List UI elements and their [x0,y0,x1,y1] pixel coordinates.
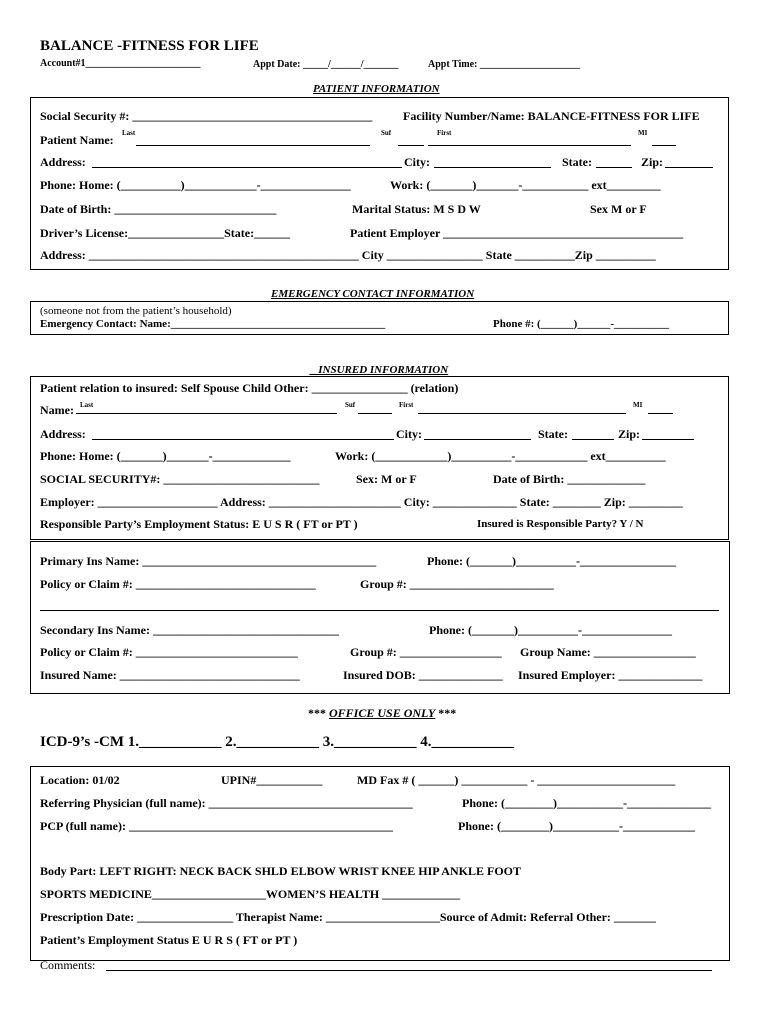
insured-home-phone-field[interactable]: Phone: Home: (_______)_______-_____________ [40,449,291,463]
insured-ssn-field[interactable]: SOCIAL SECURITY#: __________________________ [40,472,320,486]
employment-status-field[interactable]: Patient’s Employment Status E U R S ( FT or PT ) [40,933,298,947]
insured-zip-line[interactable] [642,439,694,440]
secondary-ins-name-field[interactable]: Secondary Ins Name: _______________________________ [40,623,339,637]
emergency-contact-name-field[interactable]: Emergency Contact: Name:_______________________________________ [40,318,386,330]
patient-work-phone-field[interactable]: Work: (_______)_______-___________ ext_________ [390,178,661,192]
insured-suf-caption: Suf [345,401,356,409]
insured-city-line[interactable] [424,439,531,440]
sports-womens-health-field[interactable]: SPORTS MEDICINE___________________WOMEN’S HEALTH _____________ [40,887,461,901]
insured-responsible-party[interactable]: Insured is Responsible Party? Y / N [477,518,644,530]
drivers-license-field[interactable]: Driver’s License:________________State:______ [40,226,291,240]
appt-date-field[interactable]: Appt Date: _____/______/_______ [253,59,399,70]
comments-label: Comments: [40,958,96,972]
insured-info-heading: _ INSURED INFORMATION [310,364,449,376]
pcp-field[interactable]: PCP (full name): ____________________________________________ [40,819,393,833]
primary-ins-phone-field[interactable]: Phone: (_______)__________-________________ [427,554,676,568]
icd-codes-field[interactable]: ICD-9’s -CM 1.___________ 2.___________ 3.___________ 4.___________ [40,734,515,750]
insured-address-line[interactable] [92,439,394,440]
insured-state-line[interactable] [572,439,614,440]
prescription-row[interactable]: Prescription Date: ________________ Therapist Name: ___________________Source of Admit: Referral Other: _______ [40,910,656,924]
md-fax-field[interactable]: MD Fax # ( ______) ___________ - _______________________ [357,773,676,787]
insured-employer-field[interactable]: Insured Employer: ______________ [518,668,703,682]
patient-info-heading: PATIENT INFORMATION [313,83,440,95]
patient-suffix-line[interactable] [398,145,424,146]
primary-ins-name-field[interactable]: Primary Ins Name: _______________________________________ [40,554,377,568]
insured-state-label: State: [538,427,568,441]
emergency-contact-heading: EMERGENCY CONTACT INFORMATION [271,288,475,300]
upin-field[interactable]: UPIN#___________ [221,773,323,787]
secondary-group-field[interactable]: Group #: _________________ [350,645,502,659]
patient-zip-line[interactable] [665,167,713,168]
insured-sex-field[interactable]: Sex: M or F [356,472,417,486]
marital-status-field[interactable]: Marital Status: M S D W [352,202,481,216]
facility-field: Facility Number/Name: BALANCE-FITNESS FOR LIFE [403,109,700,123]
referring-physician-field[interactable]: Referring Physician (full name): __________________________________ [40,796,413,810]
patient-city-label: City: [404,155,430,169]
insured-work-phone-field[interactable]: Work: (____________)__________-____________ ext__________ [335,449,666,463]
insured-first-name-line[interactable] [418,413,626,414]
secondary-ins-phone-field[interactable]: Phone: (_______)__________-_______________ [429,623,672,637]
first-caption: First [437,129,452,137]
patient-mi-line[interactable] [652,145,676,146]
referring-phone-field[interactable]: Phone: (________)___________-______________ [462,796,711,810]
pcp-phone-field[interactable]: Phone: (________)___________-____________ [458,819,695,833]
insured-address-label: Address: [40,427,86,441]
suf-caption: Suf [381,129,392,137]
body-part-field[interactable]: Body Part: LEFT RIGHT: NECK BACK SHLD ELBOW WRIST KNEE HIP ANKLE FOOT [40,864,521,878]
patient-state-label: State: [562,155,592,169]
responsible-party-status[interactable]: Responsible Party’s Employment Status: E U S R ( FT or PT ) [40,517,358,531]
mi-caption: MI [638,129,648,137]
insured-mi-line[interactable] [648,413,673,414]
group-name-field[interactable]: Group Name: _________________ [520,645,696,659]
insured-last-caption: Last [80,401,94,409]
patient-dob-field[interactable]: Date of Birth: ___________________________ [40,202,277,216]
emergency-note: (someone not from the patient’s household) [40,305,232,317]
secondary-policy-field[interactable]: Policy or Claim #: ___________________________ [40,645,298,659]
account-field[interactable]: Account#1_______________________ [40,58,201,69]
insured-suffix-line[interactable] [358,413,392,414]
insured-city-label: City: [396,427,422,441]
insured-mi-caption: MI [633,401,643,409]
patient-last-name-line[interactable] [136,145,370,146]
insured-first-caption: First [399,401,414,409]
location-field: Location: 01/02 [40,773,120,787]
patient-sex-field[interactable]: Sex M or F [590,202,647,216]
insured-name-field[interactable]: Insured Name: ______________________________ [40,668,300,682]
insured-zip-label: Zip: [618,427,641,441]
insured-employer-row[interactable]: Employer: ____________________ Address: ______________________ City: ______________ State: ________ Zip: _________ [40,495,683,509]
insured-name-label: Name: [40,403,74,417]
patient-state-line[interactable] [596,167,632,168]
patient-home-phone-field[interactable]: Phone: Home: (__________)____________-_______________ [40,178,351,192]
patient-zip-label: Zip: [641,155,664,169]
appt-time-field[interactable]: Appt Time: ____________________ [428,59,580,70]
employer-address-field[interactable]: Address: _____________________________________________ City ________________ State __________Zip __________ [40,248,656,262]
primary-policy-field[interactable]: Policy or Claim #: ______________________________ [40,577,316,591]
patient-address-line[interactable] [92,167,402,168]
patient-ssn-field[interactable]: Social Security #: ________________________________________ [40,109,373,123]
patient-name-label: Patient Name: [40,133,114,147]
form-title: BALANCE -FITNESS FOR LIFE [40,38,259,54]
insured-last-name-line[interactable] [76,413,337,414]
insured-dob-field-2[interactable]: Insured DOB: ______________ [343,668,503,682]
last-caption: Last [122,129,136,137]
patient-employer-field[interactable]: Patient Employer ________________________________________ [350,226,684,240]
patient-address-label: Address: [40,155,86,169]
office-use-heading: *** OFFICE USE ONLY *** [308,706,457,720]
insurance-divider-line [40,610,719,611]
emergency-phone-field[interactable]: Phone #: (______)______-__________ [493,318,669,330]
patient-city-line[interactable] [434,167,551,168]
insured-dob-field[interactable]: Date of Birth: _____________ [493,472,646,486]
relation-to-insured-field[interactable]: Patient relation to insured: Self Spouse Child Other: ________________ (relation) [40,381,459,395]
comments-line[interactable] [106,970,712,971]
primary-group-field[interactable]: Group #: ________________________ [360,577,554,591]
patient-first-name-line[interactable] [428,145,631,146]
